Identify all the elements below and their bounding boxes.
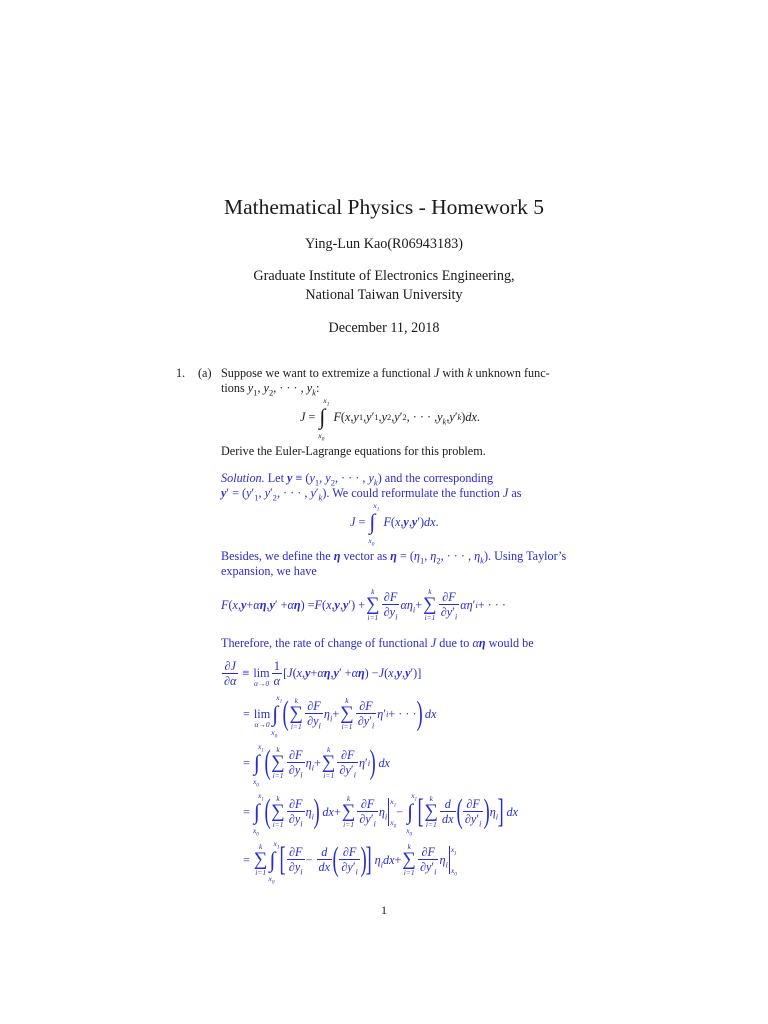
problem-number: 1. bbox=[176, 366, 186, 380]
reformulated-functional: J = ∫ $x_1$ $x_0$ F ( x , y , y ′) dx . bbox=[350, 501, 439, 548]
problem-statement: Suppose we want to extremize a functional J with k unknown func- tions $y_1$, $y_2$, · · · , $y_k$: bbox=[221, 366, 550, 398]
summation-sign: k ∑ i=1 bbox=[366, 587, 380, 622]
institute-line-2: National Taiwan University bbox=[305, 287, 463, 303]
eta-definition: Besides, we define the η vector as $\eta = (\eta_1$, $\eta_2$, · · · , $\eta_k$). Using Taylor’s expansion, we have bbox=[221, 549, 567, 578]
institute bbox=[0, 267, 768, 305]
problem-part: (a) bbox=[198, 366, 212, 380]
functional-definition: J = ∫ $x_1$ $x_0$ F ( x , y 1 , y ′ 1 , y 2 , y ′ 2 , · · · , $y_k$ , y ′ k ) dx . bbox=[300, 396, 480, 443]
author-name: Ying-Lun Kao(R06943183) bbox=[304, 236, 463, 252]
integral-sign: ∫ $x_1$ $x_0$ bbox=[318, 396, 330, 443]
solution-intro: Solution. Let $y \equiv (y_1$, $y_2$, · · · , $y_k$) and the corresponding $y' = (y'_1$, $y'_2$, · · · , $y'_k$). We could reformulate the function J as bbox=[221, 471, 522, 503]
derivation-line-2: = lim α→0 ∫ $x_1$ $x_0$ ( k ∑ i=1 ∂F $\partial y_i$ $\eta_i$ + k ∑ i=1 ∂F $\partial y'_i$ η ′ i + · · · ) dx bbox=[243, 693, 437, 740]
page-number: 1 bbox=[381, 903, 387, 917]
derivation-line-4: = ∫ $x_1$ $x_0$ ( k ∑ i=1 ∂F $\partial y_i$ $\eta_i$ ) dx + k ∑ i=1 ∂F $\partial y'_i$ $\eta_i$ $x_1$ $x_0$ − ∫ $x_1$ $x_0$ [ k ∑ i=1 d dx ( ∂F $\partial y'_i$ ) $\eta_i$ ] dx bbox=[243, 791, 519, 838]
rate-of-change-text: Therefore, the rate of change of functional J due to αη would be bbox=[221, 636, 534, 650]
derivation-line-3: = ∫ $x_1$ $x_0$ ( k ∑ i=1 ∂F $\partial y_i$ $\eta_i$ + k ∑ i=1 ∂F $\partial y'_i$ η ′ i ) dx bbox=[243, 742, 390, 789]
document-date: December 11, 2018 bbox=[328, 320, 440, 336]
integral-sign: ∫ $x_1$ $x_0$ bbox=[368, 501, 380, 548]
institute-line-1: Graduate Institute of Electronics Engineering, bbox=[253, 268, 515, 284]
derivation-line-1: ∂J ∂α ≡ lim α→0 1 α [ J ( x , y + α η , y ′ + α η ) − J ( x , y , y ′)] bbox=[224, 658, 422, 688]
document-title: Mathematical Physics - Homework 5 bbox=[223, 195, 545, 219]
problem-task: Derive the Euler-Lagrange equations for this problem. bbox=[221, 444, 486, 458]
solution-label: Solution. bbox=[221, 471, 265, 485]
summation-sign: k ∑ i=1 bbox=[423, 587, 437, 622]
derivation-line-5: = k ∑ i=1 ∫ $x_1$ $x_0$ [ ∂F $\partial y_i$ − d dx ( ∂F $\partial y'_i$ ) ] $\eta_idx$ + k ∑ i=1 ∂F $\partial y'_i$ $\eta_i$ $x_1$ $x_0$ bbox=[243, 839, 457, 886]
taylor-expansion: F ( x , y + α η , y ′ + α η ) = F ( x , y , y ′) + k ∑ i=1 ∂F $\partial y_i$ $\alpha\eta_i$ + k ∑ i=1 ∂F $\partial y'_i$ αη ′ i + · · · bbox=[221, 587, 506, 622]
